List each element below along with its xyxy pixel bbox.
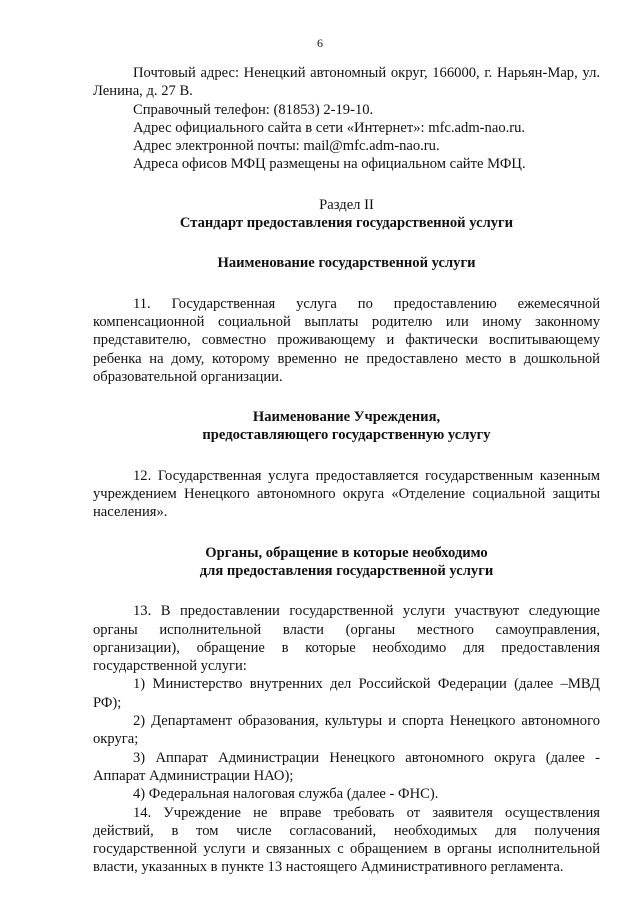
- paragraph-12: 12. Государственная услуга предоставляется государственным казенным учреждением Ненецкого автономного округа «Отделение социальной защиты населения».: [93, 467, 600, 521]
- page-number: 6: [317, 36, 323, 50]
- mfc-offices-note: Адреса офисов МФЦ размещены на официальном сайте МФЦ.: [133, 156, 526, 173]
- bodies-heading-line2: для предоставления государственной услуги: [199, 562, 494, 579]
- page-content: [93, 64, 600, 877]
- paragraph-11: 11. Государственная услуга по предоставлению ежемесячной компенсационной социальной выплаты родителю или иному законному представителю, совместно проживающему и фактически воспитывающему ребенка на дому, которому временно не предоставлено место в дошкольной образовательной организации.: [93, 295, 600, 385]
- paragraph-14: 14. Учреждение не вправе требовать от заявителя осуществления действий, в том числе согласований, необходимых для получения государственной услуги и связанных с обращением в органы исполнительной власти, указанных в пункте 13 настоящего Административного регламента.: [93, 804, 600, 876]
- website-address: Адрес официального сайта в сети «Интернет»: mfc.adm-nao.ru.: [133, 119, 526, 136]
- postal-address: Почтовый адрес: Ненецкий автономный округ, 166000, г. Нарьян-Мар, ул. Ленина, д. 27 В.: [93, 65, 600, 100]
- section-title: Стандарт предоставления государственной услуги: [179, 215, 514, 232]
- institution-heading-line1: Наименование Учреждения,: [252, 409, 441, 426]
- service-name-heading: Наименование государственной услуги: [217, 255, 476, 272]
- bodies-heading-line1: Органы, обращение в которые необходимо: [205, 544, 488, 561]
- list-item-4: 4) Федеральная налоговая служба (далее - ФНС).: [133, 786, 439, 803]
- list-item-3: 3) Аппарат Администрации Ненецкого автономного округа (далее - Аппарат Администрации НАО);: [93, 749, 600, 784]
- paragraph-13: 13. В предоставлении государственной услуги участвуют следующие органы исполнительной власти (органы местного самоуправления, организации), обращение в которые необходимо для предоставления государственной услуги:: [93, 603, 600, 675]
- email-address: Адрес электронной почты: mail@mfc.adm-nao.ru.: [133, 138, 440, 155]
- institution-heading-line2: предоставляющего государственную услугу: [202, 427, 491, 444]
- list-item-1: 1) Министерство внутренних дел Российской Федерации (далее –МВД РФ);: [93, 676, 600, 711]
- list-item-2: 2) Департамент образования, культуры и спорта Ненецкого автономного округа;: [93, 713, 600, 748]
- section-label: Раздел II: [319, 196, 374, 213]
- phone-number: Справочный телефон: (81853) 2-19-10.: [133, 101, 374, 118]
